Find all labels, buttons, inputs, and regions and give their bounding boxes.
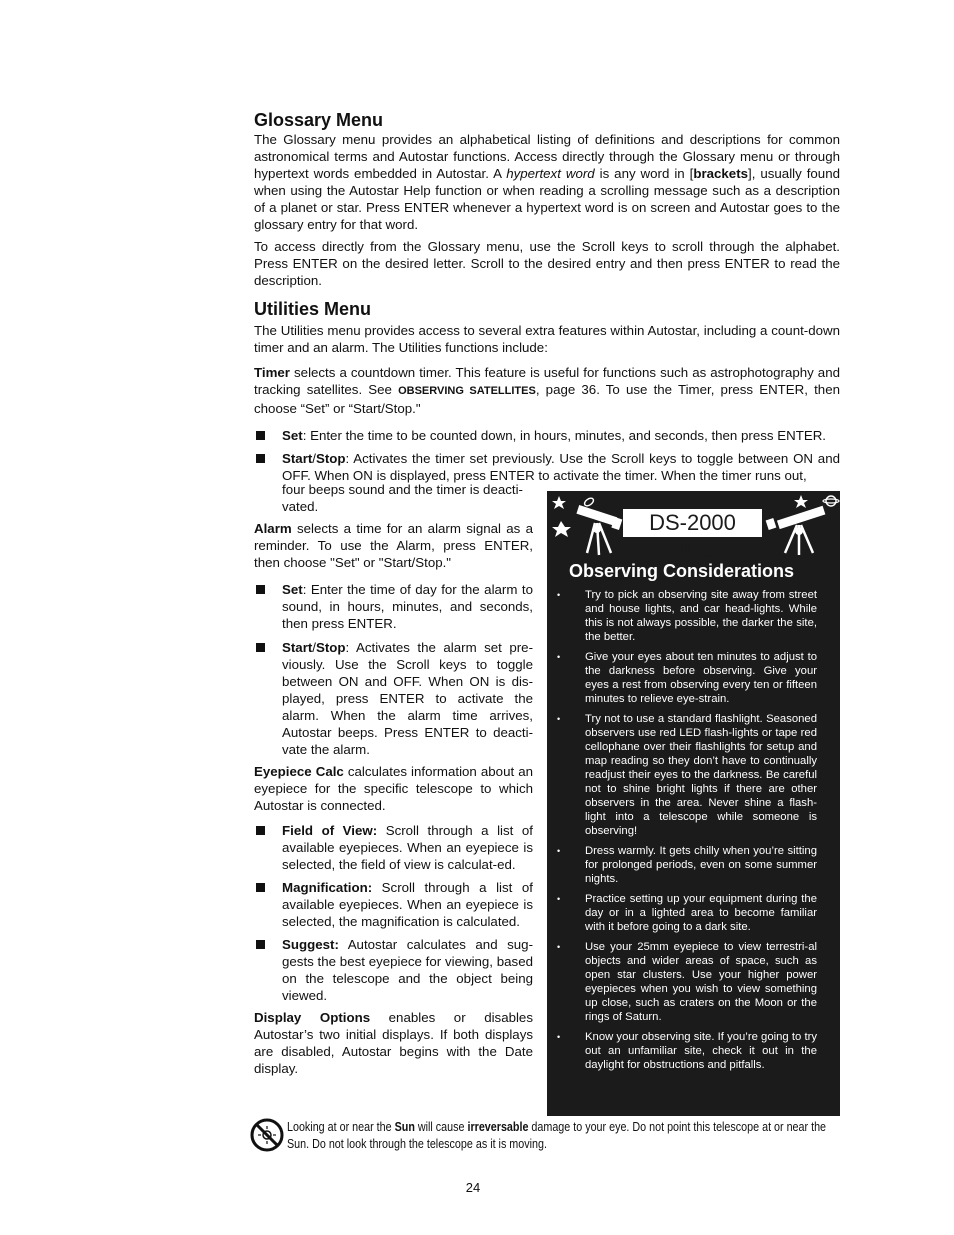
no-sun-warning-icon xyxy=(250,1118,284,1152)
glossary-paragraph-2: To access directly from the Glossary menu, use the Scroll keys to scroll through the alphabet. Press ENTER on the desired letter. Scroll to the desired entry and then press ENTER to read the description. xyxy=(254,239,840,288)
timer-start-stop-continued: four beeps sound and the timer is deacti-vated. xyxy=(282,482,523,514)
page-number: 24 xyxy=(465,1180,481,1195)
tip-item: • Use your 25mm eyepiece to view terrestri-al objects and wider areas of space, such as open star clusters. Use your higher power eyepieces when you wish to view something up close, such as craters on the Moon or the rings of Saturn. xyxy=(557,940,817,1024)
suggest-item: Suggest: Autostar calculates and sug-gests the best eyepiece for viewing, based on the telescope and the object being viewed. xyxy=(254,936,533,1004)
tips-list xyxy=(557,588,817,1078)
alarm-start-stop-item: Start/Stop: Activates the alarm set pre-viously. Use the Scroll keys to toggle between ON and OFF. When ON is dis-played, press ENTER to activate the alarm. When the alarm time arrives, Autostar beeps. Press ENTER to deacti-vate the alarm. xyxy=(254,639,533,758)
sun-warning-text: Looking at or near the Sun will cause irreversable damage to your eye. Do not point this telescope at or near the Sun. Do not look through the telescope as it is moving. xyxy=(287,1120,827,1151)
eyepiece-calc-paragraph: Eyepiece Calc calculates information about an eyepiece for the specific telescope to which Autostar is connected. xyxy=(254,764,533,813)
tip-item: • Practice setting up your equipment during the day or in a lighted area to become familiar with it before going to a dark site. xyxy=(557,892,817,934)
tips-box xyxy=(547,491,840,1116)
timer-start-stop-item: Start/Stop: Activates the timer set previously. Use the Scroll keys to toggle between ON and OFF. When ON is displayed, press ENTER to activate the timer. When the timer runs out, xyxy=(254,450,840,484)
timer-set-item: Set: Enter the time to be counted down, in hours, minutes, and seconds, then press ENTER. xyxy=(254,427,840,444)
alarm-paragraph: Alarm selects a time for an alarm signal as a reminder. To use the Alarm, press ENTER, then choose "Set" or "Start/Stop." xyxy=(254,521,533,570)
tips-banner: DS-2000 TIPS xyxy=(623,509,762,537)
tip-item: • Give your eyes about ten minutes to adjust to the darkness before observing. Give your eyes a rest from observing every ten or fifteen minutes to relieve eye-strain. xyxy=(557,650,817,706)
tip-item: • Know your observing site. If you’re going to try out an unfamiliar site, check it out in the daylight for obstructions and pitfalls. xyxy=(557,1030,817,1072)
tip-item: • Try to pick an observing site away from street and house lights, and car head-lights. While this is not always possible, the darker the site, the better. xyxy=(557,588,817,644)
tips-heading: Observing Considerations xyxy=(569,561,795,581)
timer-paragraph: Timer selects a countdown timer. This feature is useful for functions such as astrophotography and tracking satellites. See OBSERVING SATELLITES, page 36. To use the Timer, press ENTER, then choose “Set” or “Start/Stop." xyxy=(254,365,840,416)
glossary-section xyxy=(254,112,840,289)
field-of-view-item: Field of View: Scroll through a list of available eyepieces. When an eyepiece is selected, the field of view is calculat-ed. xyxy=(254,822,533,873)
glossary-heading: Glossary Menu xyxy=(254,110,384,130)
utilities-heading: Utilities Menu xyxy=(254,299,372,319)
magnification-item: Magnification: Scroll through a list of available eyepieces. When an eyepiece is selected, the magnification is calculated. xyxy=(254,879,533,930)
tip-item: • Try not to use a standard flashlight. Seasoned observers use red LED flash-lights or tape red cellophane over their flashlights for setup and map reading so they don’t have to continually readjust their eyes to the darkness. Be careful not to shine bright lights if there are other observers in the area. Never shine a flash-light into a telescope while someone is observing! xyxy=(557,712,817,838)
utilities-intro: The Utilities menu provides access to several extra features within Autostar, including a count-down timer and an alarm. The Utilities functions include: xyxy=(254,323,840,355)
telescope-left-icon xyxy=(552,496,622,555)
tip-item: • Dress warmly. It gets chilly when you’re sitting for prolonged periods, even on some summer nights. xyxy=(557,844,817,886)
utilities-section xyxy=(254,301,840,484)
display-options-paragraph: Display Options enables or disables Autostar’s two initial displays. If both displays are disabled, Autostar begins with the Date display. xyxy=(254,1010,533,1076)
left-column xyxy=(254,481,533,1077)
telescope-right-icon xyxy=(766,495,839,555)
alarm-set-item: Set: Enter the time of day for the alarm to sound, in hours, minutes, and seconds, then press ENTER. xyxy=(254,581,533,632)
glossary-paragraph-1: The Glossary menu provides an alphabetical listing of definitions and descriptions for common astronomical terms and Autostar functions. Access directly through the Glossary menu or through hypertext words embedded in Autostar. A hypertext word is any word in [brackets], usually found when using the Autostar Help function or when reading a scrolling message such as a description of a planet or star. Press ENTER whenever a hypertext word is on screen and Autostar goes to the glossary entry for that word. xyxy=(254,132,840,232)
